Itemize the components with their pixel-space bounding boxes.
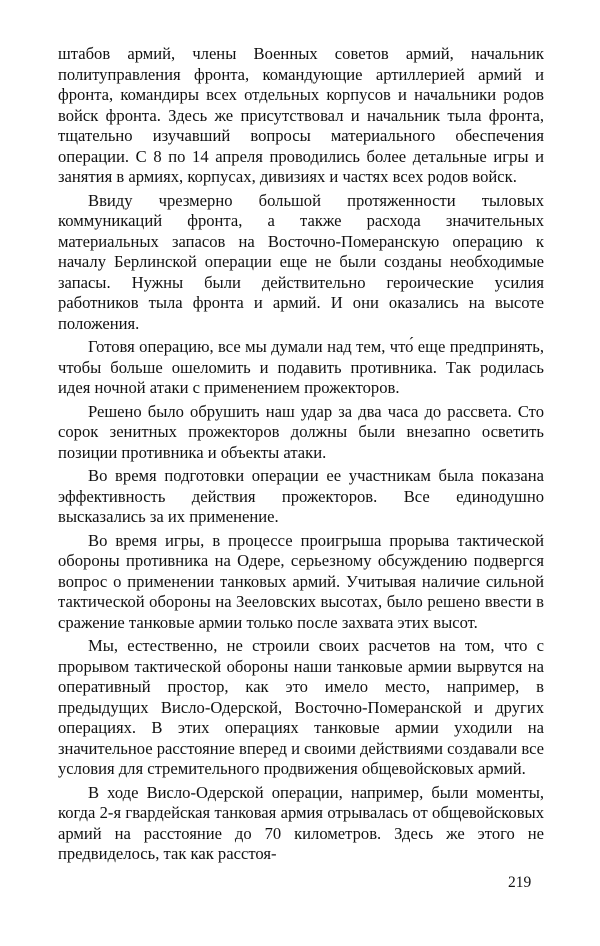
paragraph-searchlights-demo: Во время подготовки операции ее участникам была показана эффективность действия прожекторов. Все единодушно высказались за их применение. (58, 466, 544, 526)
paragraph-continuation: штабов армий, члены Военных советов армий, начальник политуправления фронта, командующие артиллерией армий и фронта, командиры всех отдельных корпусов и начальники родов войск фронта. Здесь же присутствовал и начальник тыла фронта, тщательно изучавший вопросы материального обеспечения операции. С 8 по 14 апреля проводились более детальные игры и занятия в армиях, корпусах, дивизиях и частях всех родов войск. (58, 44, 544, 186)
paragraph-tank-armies-question: Во время игры, в процессе проигрыша прорыва тактической обороны противника на Одере, серьезному обсуждению подвергся вопрос о применении танковых армий. Учитывая наличие сильной тактической обороны на Зееловских высотах, было решено ввести в сражение танковые армии только после захвата этих высот. (58, 530, 544, 632)
page-number: 219 (508, 874, 532, 891)
paragraph-night-attack-idea: Готовя операцию, все мы думали над тем, что́ еще предпринять, чтобы больше ошеломить и подавить противника. Так родилась идея ночной атаки с применением прожекторов. (58, 337, 544, 397)
paragraph-rear-supply: Ввиду чрезмерно большой протяженности тыловых коммуникаций фронта, а также расхода значительных материальных запасов на Восточно-Померанскую операцию к началу Берлинской операции еще не были созданы необходимые запасы. Нужны были действительно героические усилия работников тыла фронта и армий. И они оказались на высоте положения. (58, 190, 544, 333)
book-page-text (58, 44, 544, 865)
paragraph-vistula-oder-example: В ходе Висло-Одерской операции, например, были моменты, когда 2-я гвардейская танковая армия отрывалась от общевойсковых армий на расстояние до 70 километров. Здесь же этого не предвиделось, так как расстоя- (58, 782, 544, 863)
paragraph-operational-expectations: Мы, естественно, не строили своих расчетов на том, что с прорывом тактической обороны наши танковые армии вырвутся на оперативный простор, как это имело место, например, в предыдущих Висло-Одерской, Восточно-Померанской и других операциях. В этих операциях танковые армии уходили на значительное расстояние вперед и своими действиями создавали все условия для стремительного продвижения общевойсковых армий. (58, 636, 544, 778)
paragraph-searchlights-decision: Решено было обрушить наш удар за два часа до рассвета. Сто сорок зенитных прожекторов должны были внезапно осветить позиции противника и объекты атаки. (58, 401, 544, 462)
